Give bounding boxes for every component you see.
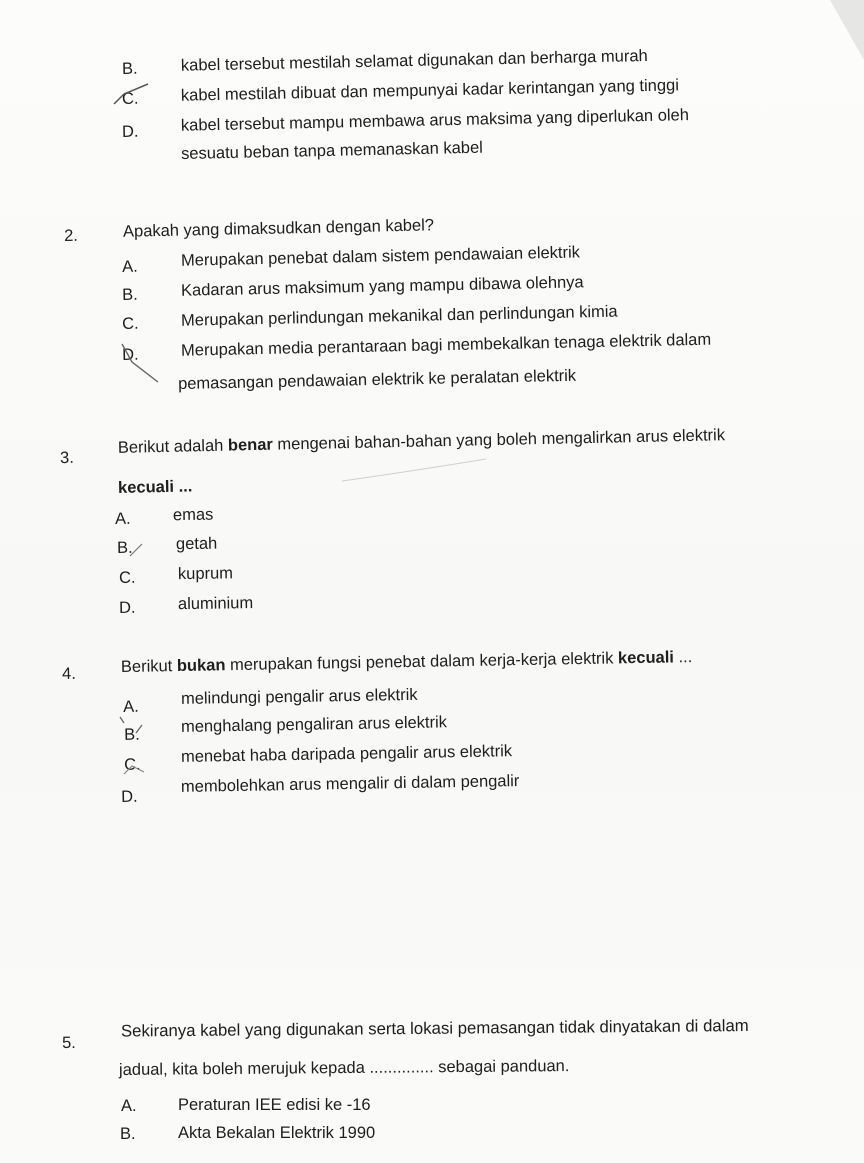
option-letter: B. [116,538,133,557]
question-number: 2. [63,226,79,246]
option-letter: B. [121,59,138,78]
corner-shadow [820,0,864,60]
option-letter: C. [121,89,139,108]
question-text-cont: kecuali ... [117,477,193,497]
option-text: pemasangan pendawaian elektrik ke peralatan elektrik [177,366,577,394]
faint-stroke [340,455,490,485]
option-letter: B. [123,725,140,744]
answer-blank: .............. [369,1058,434,1077]
option-text: Merupakan penebat dalam sistem pendawaian elektrik [180,243,581,270]
option-text: Merupakan media perantaraan bagi membekalkan tenaga elektrik dalam [180,330,712,360]
option-text: Merupakan perlindungan mekanikal dan perlindungan kimia [180,302,618,330]
option-text: getah [175,534,218,554]
option-text: kabel tersebut mampu membawa arus maksima yang diperlukan oleh [180,106,690,135]
option-text: aluminium [177,594,254,614]
question-number: 3. [59,448,75,468]
option-letter: C. [118,568,136,587]
option-text: kabel mestilah dibuat dan mempunyai kadar kerintangan yang tinggi [180,76,680,105]
option-letter: A. [121,257,138,276]
question-text: Berikut bukan merupakan fungsi penebat dalam kerja-kerja elektrik kecuali ... [120,648,693,677]
option-letter: B. [120,1125,136,1143]
option-text: menghalang pengaliran arus elektrik [180,713,448,736]
option-text: emas [172,505,214,525]
option-text: Peraturan IEE edisi ke -16 [178,1096,371,1114]
option-letter: D. [120,787,138,806]
option-letter: D. [121,345,139,364]
question-number: 5. [61,1033,76,1053]
option-text: membolehkan arus mengalir di dalam pengalir [180,772,520,796]
question-text-cont: jadual, kita boleh merujuk kepada .............. sebagai panduan. [118,1057,570,1079]
option-text: kuprum [177,564,234,584]
option-letter: C. [123,755,141,774]
option-text: melindungi pengalir arus elektrik [180,685,418,708]
option-text: kabel tersebut mestilah selamat digunakan dan berharga murah [180,46,648,75]
question-number: 4. [61,664,76,684]
question-text: Apakah yang dimaksudkan dengan kabel? [122,216,435,241]
option-letter: B. [121,285,138,304]
question-text: Berikut adalah benar mengenai bahan-bahan yang boleh mengalirkan arus elektrik [117,426,726,457]
option-text: Kadaran arus maksimum yang mampu dibawa olehnya [180,273,584,300]
option-letter: A. [114,509,131,528]
option-text: Akta Bekalan Elektrik 1990 [178,1124,376,1142]
option-text: menebat haba daripada pengalir arus elektrik [180,742,513,766]
option-letter: C. [121,314,139,333]
option-text: sesuatu beban tanpa memanaskan kabel [180,138,484,163]
option-letter: A. [122,697,139,716]
question-text: Sekiranya kabel yang digunakan serta lokasi pemasangan tidak dinyatakan di dalam [120,1016,749,1041]
option-letter: A. [121,1097,137,1115]
option-letter: D. [118,598,136,617]
option-letter: D. [121,122,139,141]
